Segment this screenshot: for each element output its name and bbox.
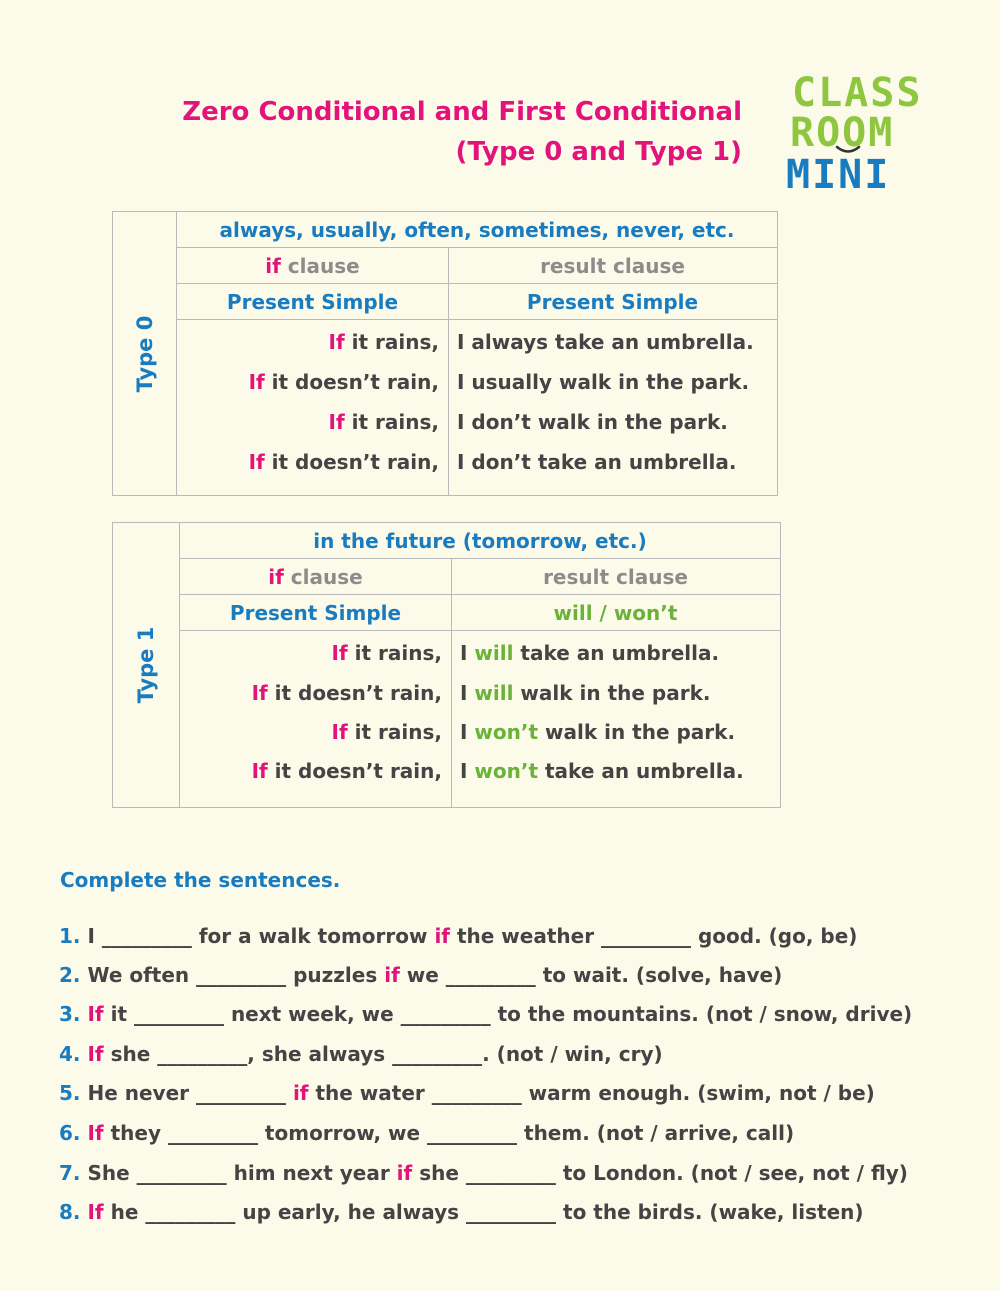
type0-header-text: always, usually, often, sometimes, never, etc. <box>219 218 735 242</box>
type0-row3-result: I don’t walk in the park. <box>457 410 728 434</box>
title-line-1: Zero Conditional and First Conditional <box>182 97 742 127</box>
type0-row1-result: I always take an umbrella. <box>457 330 754 354</box>
type0-row2-condition: If it doesn’t rain, <box>248 370 439 394</box>
worksheet-title <box>182 92 742 172</box>
type0-divider <box>448 248 449 495</box>
type1-result-clause: result clause <box>543 565 688 589</box>
type0-row4-result: I don’t take an umbrella. <box>457 450 737 474</box>
if-word: if <box>265 254 281 278</box>
type1-row1-condition: If it rains, <box>331 641 442 665</box>
type0-if-clause <box>177 248 448 284</box>
exercise-item-5: 5. He never _________ if the water _________ warm enough. (swim, not / be) <box>59 1081 875 1105</box>
exercise-item-1: 1. I _________ for a walk tomorrow if the weather _________ good. (go, be) <box>59 924 858 948</box>
logo-line-2: ROOM <box>790 110 895 156</box>
exercise-item-3: 3. If it _________ next week, we _________ to the mountains. (not / snow, drive) <box>59 1002 913 1026</box>
if-word: if <box>268 565 284 589</box>
type0-right-tense: Present Simple <box>526 290 699 314</box>
type1-table <box>112 522 781 808</box>
logo-line-3: MINI <box>786 152 891 198</box>
type0-result-clause: result clause <box>540 254 685 278</box>
type1-left-tense: Present Simple <box>229 601 402 625</box>
type1-tense-row <box>180 595 780 631</box>
type1-row3-result: I won’t walk in the park. <box>460 720 736 744</box>
type1-row2-result: I will walk in the park. <box>460 681 711 705</box>
type1-row2-condition: If it doesn’t rain, <box>251 681 442 705</box>
type1-right-tense: will / won’t <box>553 601 678 625</box>
type1-clause-row <box>180 559 780 595</box>
type1-header-text: in the future (tomorrow, etc.) <box>313 529 647 553</box>
type1-row3-condition: If it rains, <box>331 720 442 744</box>
clause-word: clause <box>290 565 363 589</box>
exercise-item-8: 8. If he _________ up early, he always _________ to the birds. (wake, listen) <box>59 1200 864 1224</box>
exercise-item-7: 7. She _________ him next year if she _________ to London. (not / see, not / fly) <box>59 1161 908 1185</box>
type0-side-label: Type 0 <box>132 315 157 392</box>
clause-word: clause <box>287 254 360 278</box>
type0-clause-row <box>177 248 777 284</box>
type1-header <box>180 523 780 559</box>
type0-row4-condition: If it doesn’t rain, <box>248 450 439 474</box>
type1-row4-result: I won’t take an umbrella. <box>460 759 744 783</box>
type1-row1-result: I will take an umbrella. <box>460 641 720 665</box>
type0-header <box>177 212 777 248</box>
exercise-item-6: 6. If they _________ tomorrow, we _________ them. (not / arrive, call) <box>59 1121 795 1145</box>
type1-side <box>113 523 180 807</box>
classroom-mini-logo <box>786 70 926 200</box>
type0-tense-row <box>177 284 777 320</box>
type1-side-label: Type 1 <box>134 626 158 704</box>
type0-row1-condition: If it rains, <box>328 330 439 354</box>
type0-side <box>113 212 177 495</box>
exercise-item-4: 4. If she _________, she always _________. (not / win, cry) <box>59 1042 663 1066</box>
type0-row2-result: I usually walk in the park. <box>457 370 750 394</box>
exercise-heading: Complete the sentences. <box>60 868 341 892</box>
type0-left-tense: Present Simple <box>226 290 399 314</box>
type0-row3-condition: If it rains, <box>328 410 439 434</box>
type0-table <box>112 211 778 496</box>
logo-line-1: CLASS <box>792 70 923 116</box>
type1-row4-condition: If it doesn’t rain, <box>251 759 442 783</box>
exercise-item-2: 2. We often _________ puzzles if we _________ to wait. (solve, have) <box>59 963 783 987</box>
type1-if-clause <box>180 559 451 595</box>
title-line-2: (Type 0 and Type 1) <box>455 137 742 167</box>
type1-divider <box>451 559 452 807</box>
